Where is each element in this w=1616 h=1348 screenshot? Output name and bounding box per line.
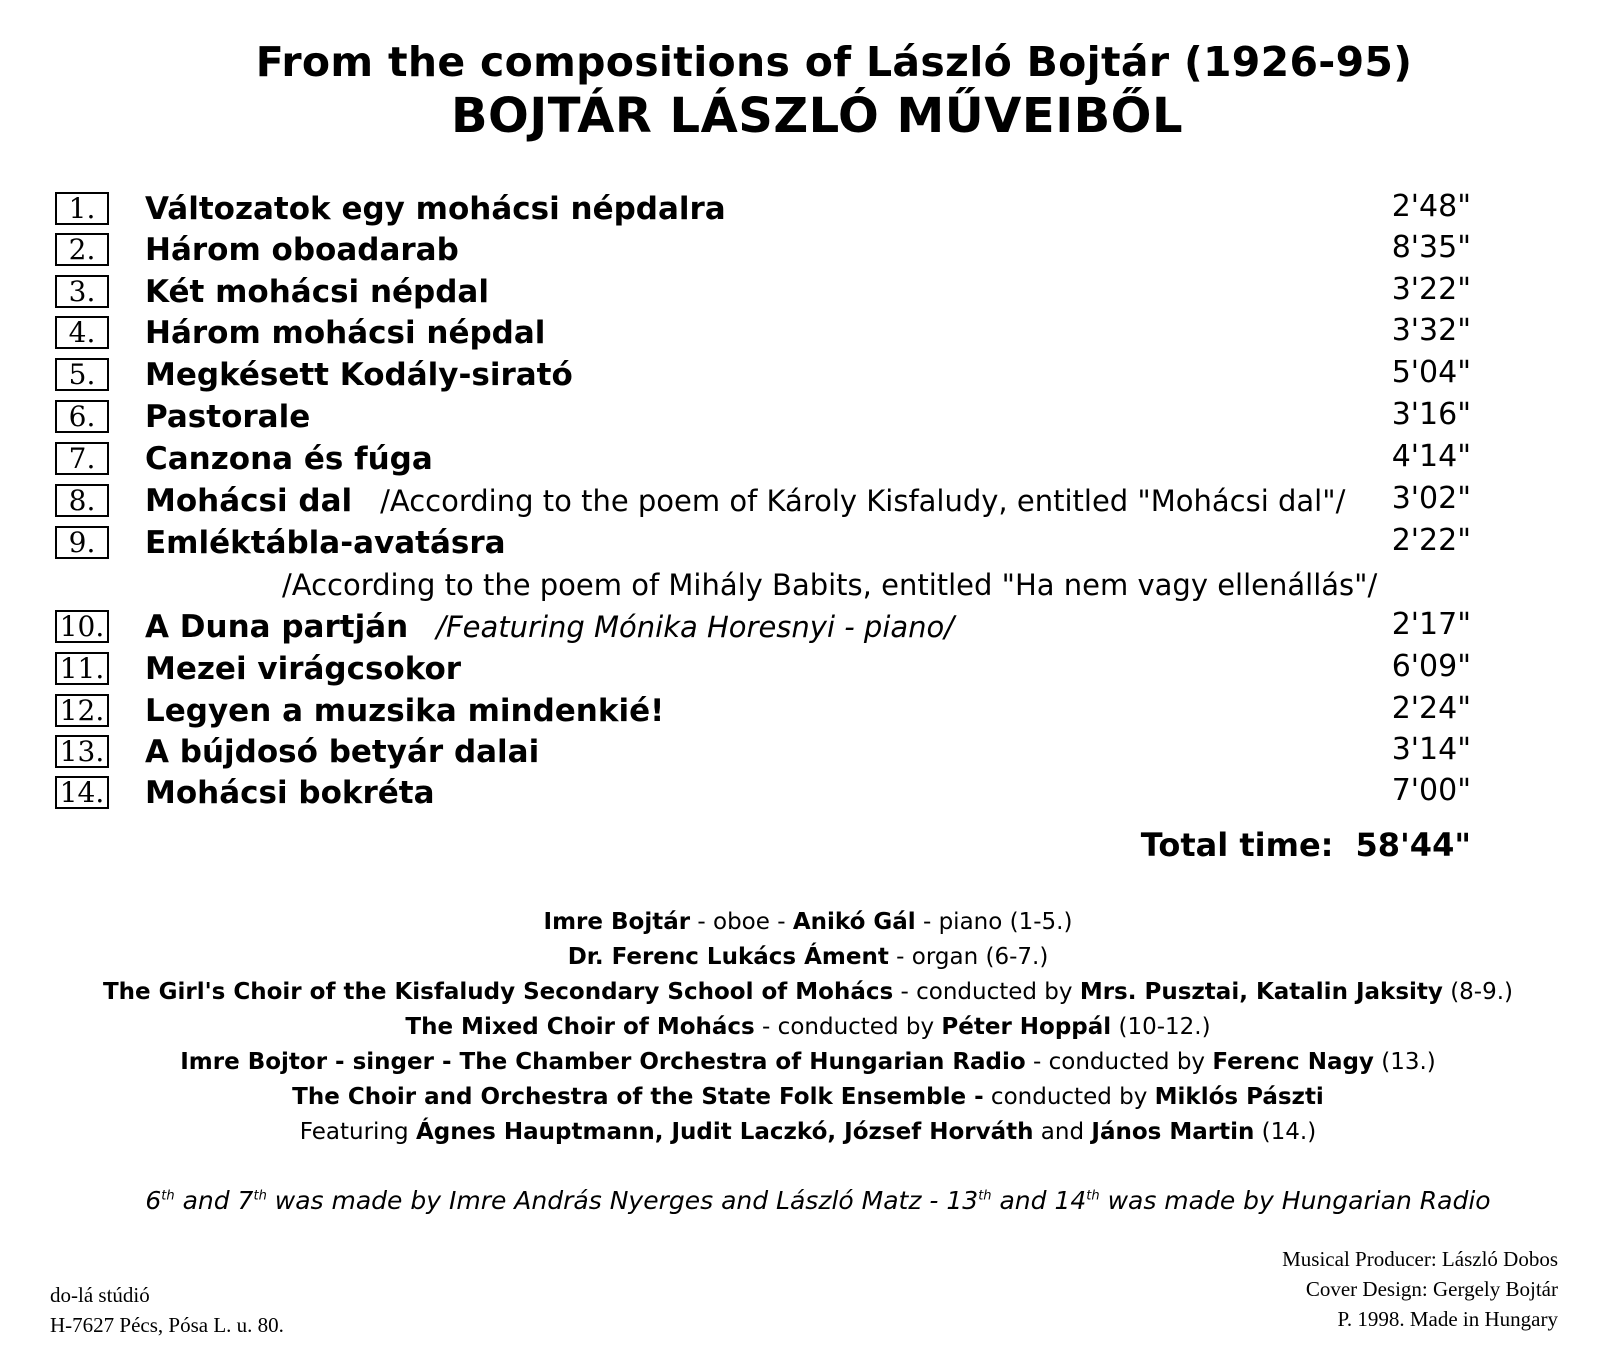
credit-name: Ferenc Nagy <box>1212 1049 1374 1075</box>
credit-name: Péter Hoppál <box>941 1014 1112 1040</box>
studio-name: do-lá stúdió <box>50 1283 150 1307</box>
track-title: Három oboadarab <box>145 232 459 268</box>
track-duration: 4'14" <box>1391 439 1471 474</box>
title-hungarian: BOJTÁR LÁSZLÓ MŰVEIBŐL <box>450 88 1184 144</box>
track-note: /According to the poem of Károly Kisfaludy, entitled "Mohácsi dal"/ <box>380 484 1346 518</box>
track-duration: 7'00" <box>1391 773 1471 808</box>
track-duration: 3'22" <box>1391 272 1471 307</box>
track-title: Két mohácsi népdal <box>145 274 489 310</box>
credit-text: Featuring <box>299 1119 416 1145</box>
track-note: /Featuring Mónika Horesnyi - piano/ <box>436 610 955 644</box>
track-number: 14. <box>55 776 109 809</box>
track-number: 5. <box>55 358 109 391</box>
credit-text: - piano (1-5.) <box>915 909 1073 935</box>
musical-producer: Musical Producer: László Dobos <box>1282 1247 1558 1271</box>
track-number: 6. <box>55 400 109 433</box>
ordinal-suffix: th <box>253 1188 267 1204</box>
credit-line <box>0 1045 1616 1080</box>
title-english: From the compositions of László Bojtár (1926-95) <box>255 38 1413 86</box>
credit-line <box>0 975 1616 1010</box>
track-row <box>0 440 1616 482</box>
ordinal-suffix: th <box>1086 1188 1100 1204</box>
ordinal-suffix: th <box>978 1188 992 1204</box>
track-number: 11. <box>55 652 109 685</box>
credit-name: Anikó Gál <box>792 909 916 935</box>
credit-text: (14.) <box>1254 1119 1317 1145</box>
track-title-with-note <box>145 482 1345 520</box>
credit-name: The Girl's Choir of the Kisfaludy Secondary School of Mohács <box>102 979 894 1005</box>
credit-text: - conducted by <box>1025 1049 1213 1075</box>
track-note: /According to the poem of Mihály Babits, entitled "Ha nem vagy ellenállás"/ <box>282 568 1378 602</box>
track-title: Emléktábla-avatásra <box>145 525 506 561</box>
recording-note <box>0 1186 1616 1215</box>
cover-design: Cover Design: Gergely Bojtár <box>1305 1277 1558 1301</box>
track-duration: 2'48" <box>1391 189 1471 224</box>
recording-text: and 14 <box>991 1186 1087 1215</box>
track-row <box>0 190 1616 232</box>
track-title-with-note <box>145 608 954 646</box>
track-title: A bújdosó betyár dalai <box>145 734 540 770</box>
credit-name: The Choir and Orchestra of the State Folk Ensemble - <box>292 1084 984 1110</box>
track-row <box>0 314 1616 356</box>
copyright: P. 1998. Made in Hungary <box>1337 1307 1558 1331</box>
credit-line <box>0 940 1616 975</box>
credit-name: Miklós Pászti <box>1154 1084 1324 1110</box>
credit-line <box>0 905 1616 940</box>
track-row <box>0 482 1616 524</box>
credit-text: - conducted by <box>893 979 1080 1005</box>
total-time-label: Total time: <box>1140 826 1334 864</box>
credit-line <box>0 1080 1616 1115</box>
production-info <box>1282 1244 1558 1334</box>
credit-text: (10-12.) <box>1111 1014 1211 1040</box>
track-number: 3. <box>55 275 109 308</box>
track-title: Mohácsi bokréta <box>145 775 435 811</box>
total-time <box>1141 826 1471 864</box>
credit-text: - oboe - <box>690 909 793 935</box>
credit-text: (13.) <box>1373 1049 1436 1075</box>
ordinal-suffix: th <box>161 1188 175 1204</box>
track-title: Megkésett Kodály-sirató <box>145 357 573 393</box>
credit-text: - organ (6-7.) <box>888 944 1049 970</box>
recording-text: was made by Hungarian Radio <box>1099 1186 1491 1215</box>
track-duration: 6'09" <box>1391 649 1471 684</box>
credit-name: Imre Bojtár <box>543 909 691 935</box>
track-title: Canzona és fúga <box>145 441 433 477</box>
track-row <box>0 733 1616 775</box>
track-number: 10. <box>55 610 109 643</box>
recording-text: and 7 <box>174 1186 254 1215</box>
track-row <box>0 608 1616 650</box>
performer-credits <box>0 905 1616 1150</box>
track-duration: 3'32" <box>1391 313 1471 348</box>
credit-name: Imre Bojtor - singer - The Chamber Orchestra of Hungarian Radio <box>180 1049 1026 1075</box>
credit-text: - conducted by <box>754 1014 942 1040</box>
track-row <box>0 774 1616 816</box>
track-duration: 3'16" <box>1391 397 1471 432</box>
credit-name: János Martin <box>1091 1119 1255 1145</box>
track-duration: 5'04" <box>1391 355 1471 390</box>
credit-text: and <box>1033 1119 1092 1145</box>
track-title: Pastorale <box>145 399 311 435</box>
track-title: Mezei virágcsokor <box>145 651 462 687</box>
recording-text: 6 <box>145 1186 162 1215</box>
track-number: 4. <box>55 316 109 349</box>
track-row <box>0 231 1616 273</box>
credit-line <box>0 1010 1616 1045</box>
track-number: 1. <box>55 192 109 225</box>
track-number: 2. <box>55 233 109 266</box>
track-number: 13. <box>55 735 109 768</box>
track-duration: 3'02" <box>1391 481 1471 516</box>
track-number: 9. <box>55 526 109 559</box>
track-row <box>0 356 1616 398</box>
credit-name: Mrs. Pusztai, Katalin Jaksity <box>1079 979 1443 1005</box>
track-duration: 8'35" <box>1391 230 1471 265</box>
track-row <box>0 398 1616 440</box>
track-number: 7. <box>55 442 109 475</box>
recording-text: was made by Imre András Nyerges and László Matz - 13 <box>266 1186 979 1215</box>
track-title: Változatok egy mohácsi népdalra <box>145 191 726 227</box>
track-title: A Duna partján <box>145 609 409 645</box>
track-title: Mohácsi dal <box>145 483 353 519</box>
track-number: 8. <box>55 484 109 517</box>
track-row <box>0 650 1616 692</box>
studio-address: H-7627 Pécs, Pósa L. u. 80. <box>50 1313 284 1337</box>
total-time-value: 58'44" <box>1355 826 1471 864</box>
studio-info <box>50 1280 284 1340</box>
credit-name: Dr. Ferenc Lukács Áment <box>567 944 889 970</box>
credit-name: Ágnes Hauptmann, Judit Laczkó, József Horváth <box>415 1119 1034 1145</box>
credit-name: The Mixed Choir of Mohács <box>405 1014 755 1040</box>
credit-text: (8-9.) <box>1442 979 1514 1005</box>
track-duration: 3'14" <box>1391 732 1471 767</box>
track-row <box>0 524 1616 566</box>
track-duration: 2'24" <box>1391 691 1471 726</box>
track-duration: 2'22" <box>1391 523 1471 558</box>
track-title: Három mohácsi népdal <box>145 315 546 351</box>
track-number: 12. <box>55 694 109 727</box>
track-row <box>0 692 1616 734</box>
credit-text: conducted by <box>983 1084 1155 1110</box>
track-title: Legyen a muzsika mindenkié! <box>145 693 665 729</box>
track-duration: 2'17" <box>1391 607 1471 642</box>
credit-line <box>0 1115 1616 1150</box>
track-row <box>0 273 1616 315</box>
